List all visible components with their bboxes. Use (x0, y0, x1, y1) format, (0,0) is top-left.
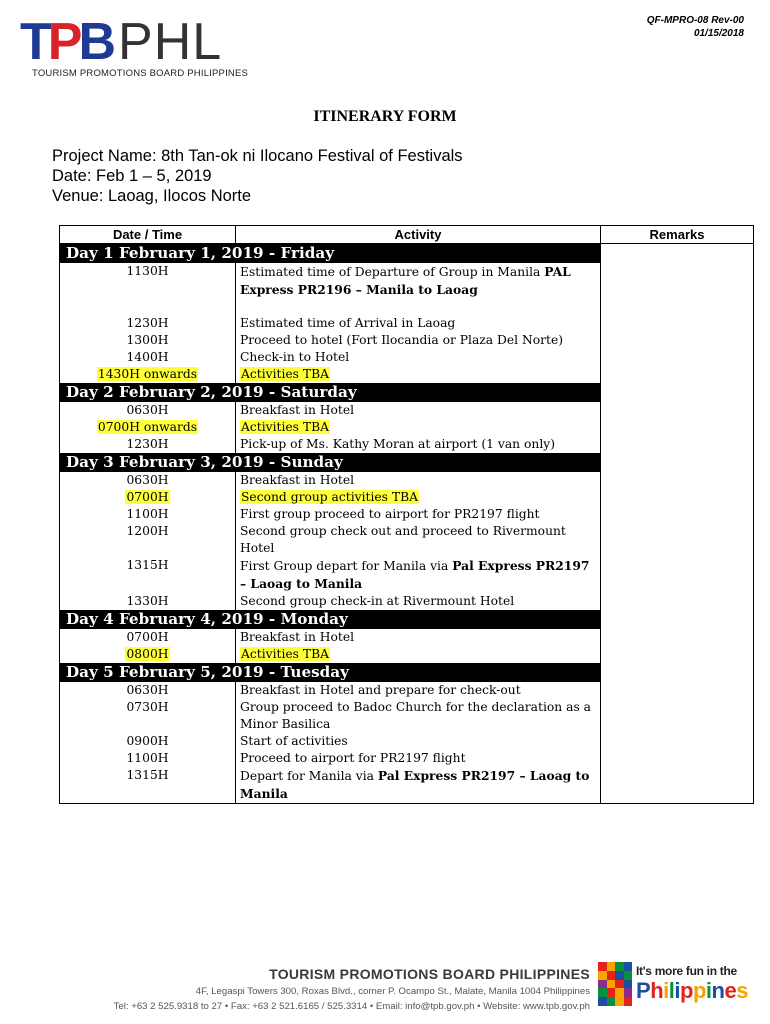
activity-flight: Pal Express PR2197 – Laoag to Manila (240, 768, 590, 801)
itinerary-body (60, 244, 754, 804)
mosaic-tile (607, 980, 616, 989)
activity-text: Proceed to airport for PR2197 flight (240, 751, 466, 765)
activity-text: Estimated time of Arrival in Laoag (240, 316, 456, 330)
remarks-cell (601, 557, 754, 593)
mosaic-tile (615, 962, 624, 971)
header-activity: Activity (236, 226, 601, 244)
time-cell (60, 593, 236, 610)
time-text: 1230H (126, 437, 169, 451)
mosaic-tile (607, 962, 616, 971)
time-text: 0630H (126, 403, 169, 417)
table-row (60, 332, 754, 349)
table-row (60, 699, 754, 733)
activity-text: Check-in to Hotel (240, 350, 350, 364)
mosaic-tile (624, 988, 633, 997)
footer-org: TOURISM PROMOTIONS BOARD PHILIPPINES (269, 966, 590, 982)
mosaic-tile (615, 997, 624, 1006)
activity-cell (236, 489, 601, 506)
activity-text: Second group check-in at Rivermount Hotel (240, 594, 515, 608)
time-cell (60, 419, 236, 436)
form-title: ITINERARY FORM (313, 108, 457, 125)
table-row (60, 733, 754, 750)
activity-text: Start of activities (240, 734, 348, 748)
day-header-row (60, 663, 754, 682)
time-cell (60, 557, 236, 593)
mosaic-tile (598, 962, 607, 971)
mosaic-tile (624, 971, 633, 980)
slogan-bottom: Philippines (636, 978, 748, 1003)
its-more-fun-logo (598, 960, 748, 1010)
footer-contact: Tel: +63 2 525.9318 to 27 • Fax: +63 2 521.6165 / 525.3314 • Email: info@tpb.gov.ph • Website: www.tpb.gov.ph (113, 1001, 590, 1012)
time-text: 0700H onwards (97, 420, 198, 434)
time-cell (60, 263, 236, 315)
table-row (60, 419, 754, 436)
time-text: 1200H (126, 524, 169, 538)
table-row (60, 436, 754, 453)
itinerary-table (59, 225, 754, 804)
activity-flight: Pal Express PR2197 – Laoag to Manila (240, 558, 590, 591)
activity-text: Second group check out and proceed to Rivermount Hotel (240, 524, 566, 555)
activity-text: Breakfast in Hotel (240, 630, 355, 644)
mosaic-tile (598, 980, 607, 989)
activity-text: Activities TBA (241, 420, 330, 434)
time-text: 1100H (126, 507, 169, 521)
time-cell (60, 682, 236, 699)
time-cell (60, 523, 236, 557)
activity-cell (236, 506, 601, 523)
activity-cell (236, 366, 601, 383)
activity-text: Estimated time of Departure of Group in Manila (240, 265, 541, 279)
time-cell (60, 402, 236, 419)
project-name: Project Name: 8th Tan-ok ni Ilocano Festival of Festivals (52, 147, 463, 165)
time-text: 0700H (126, 490, 169, 504)
day-title: Day 5 February 5, 2019 - Tuesday (60, 663, 601, 682)
time-text: 0730H (126, 700, 169, 714)
remarks-cell (601, 402, 754, 419)
time-text: 0900H (126, 734, 169, 748)
activity-cell (236, 733, 601, 750)
activity-cell (236, 629, 601, 646)
logo-tpb: TPB (20, 13, 113, 71)
remarks-cell (601, 767, 754, 804)
doc-code: QF-MPRO-08 Rev-00 (646, 15, 744, 26)
time-text: 1315H (126, 558, 169, 572)
remarks-cell (601, 436, 754, 453)
day-title: Day 4 February 4, 2019 - Monday (60, 610, 601, 629)
mosaic-tile (615, 980, 624, 989)
tpb-phl-logo (20, 13, 249, 82)
table-row (60, 349, 754, 366)
activity-cell (236, 349, 601, 366)
mosaic-tile (598, 988, 607, 997)
activity-text: Breakfast in Hotel and prepare for check-out (240, 683, 521, 697)
activity-text: First group proceed to airport for PR2197 flight (240, 507, 540, 521)
time-text: 1400H (126, 350, 169, 364)
time-cell (60, 506, 236, 523)
remarks-cell (601, 682, 754, 699)
header-remarks: Remarks (601, 226, 754, 244)
activity-cell (236, 472, 601, 489)
remarks-cell (601, 750, 754, 767)
activity-cell (236, 332, 601, 349)
time-cell (60, 349, 236, 366)
activity-cell (236, 682, 601, 699)
day-header-row (60, 453, 754, 472)
remarks-cell (601, 315, 754, 332)
activity-text: Depart for Manila via (240, 769, 374, 783)
mosaic-tile (624, 962, 633, 971)
slogan-top: It's more fun in the (636, 964, 737, 978)
time-text: 1300H (126, 333, 169, 347)
time-cell (60, 646, 236, 663)
activity-cell (236, 419, 601, 436)
time-text: 1430H onwards (97, 367, 198, 381)
remarks-cell (601, 733, 754, 750)
remarks-cell (601, 366, 754, 383)
footer-address: 4F, Legaspi Towers 300, Roxas Blvd., corner P. Ocampo St., Malate, Manila 1004 Philippines (195, 986, 590, 997)
time-text: 1230H (126, 316, 169, 330)
remarks-cell (601, 593, 754, 610)
logo-mark (20, 13, 223, 71)
remarks-cell (601, 629, 754, 646)
time-cell (60, 767, 236, 804)
time-text: 1100H (126, 751, 169, 765)
remarks-cell (601, 489, 754, 506)
remarks-cell (601, 699, 754, 733)
mosaic-tile (624, 997, 633, 1006)
mosaic-tile (598, 971, 607, 980)
time-cell (60, 315, 236, 332)
time-cell (60, 733, 236, 750)
table-row (60, 366, 754, 383)
activity-text: Group proceed to Badoc Church for the declaration as a Minor Basilica (240, 700, 592, 731)
time-text: 1330H (126, 594, 169, 608)
activity-cell (236, 699, 601, 733)
table-row (60, 523, 754, 557)
time-cell (60, 366, 236, 383)
time-cell (60, 699, 236, 733)
activity-cell (236, 315, 601, 332)
remarks-cell (601, 244, 754, 264)
table-row (60, 750, 754, 767)
table-row (60, 629, 754, 646)
day-header-row (60, 610, 754, 629)
table-row (60, 489, 754, 506)
time-cell (60, 629, 236, 646)
activity-text: Activities TBA (241, 367, 330, 381)
activity-cell (236, 646, 601, 663)
header-date-time: Date / Time (60, 226, 236, 244)
activity-text: Second group activities TBA (241, 490, 419, 504)
activity-flight: PAL Express PR2196 – Manila to Laoag (240, 264, 571, 297)
activity-cell (236, 402, 601, 419)
activity-text: Activities TBA (241, 647, 330, 661)
mosaic-tile (624, 980, 633, 989)
activity-cell (236, 557, 601, 593)
time-text: 0700H (126, 630, 169, 644)
table-row (60, 315, 754, 332)
table-row (60, 557, 754, 593)
table-row (60, 646, 754, 663)
activity-text: Pick-up of Ms. Kathy Moran at airport (1 van only) (240, 437, 555, 451)
time-text: 0630H (126, 683, 169, 697)
activity-text: First Group depart for Manila via (240, 559, 449, 573)
activity-cell (236, 593, 601, 610)
time-cell (60, 472, 236, 489)
activity-cell (236, 436, 601, 453)
remarks-cell (601, 663, 754, 682)
mosaic-tile (607, 971, 616, 980)
remarks-cell (601, 472, 754, 489)
remarks-cell (601, 646, 754, 663)
time-text: 1130H (126, 264, 169, 278)
table-header-row (60, 226, 754, 244)
table-row (60, 682, 754, 699)
activity-cell (236, 263, 601, 315)
time-text: 0800H (126, 647, 169, 661)
table-row (60, 472, 754, 489)
project-venue: Venue: Laoag, Ilocos Norte (52, 187, 252, 205)
remarks-cell (601, 506, 754, 523)
logo-phl: PHL (118, 13, 223, 71)
document-reference (647, 14, 744, 40)
logo-subtitle: TOURISM PROMOTIONS BOARD PHILIPPINES (32, 68, 249, 79)
time-cell (60, 332, 236, 349)
activity-text: Proceed to hotel (Fort Ilocandia or Plaza Del Norte) (240, 333, 564, 347)
time-text: 1315H (126, 768, 169, 782)
table-row (60, 767, 754, 804)
activity-text: Breakfast in Hotel (240, 403, 355, 417)
activity-cell (236, 523, 601, 557)
day-title: Day 3 February 3, 2019 - Sunday (60, 453, 601, 472)
activity-cell (236, 767, 601, 804)
remarks-cell (601, 419, 754, 436)
remarks-cell (601, 453, 754, 472)
mosaic-tile (607, 988, 616, 997)
time-cell (60, 436, 236, 453)
day-header-row (60, 383, 754, 402)
mosaic-tile (607, 997, 616, 1006)
table-row (60, 506, 754, 523)
day-title: Day 2 February 2, 2019 - Saturday (60, 383, 601, 402)
table-row (60, 263, 754, 315)
time-cell (60, 750, 236, 767)
time-cell (60, 489, 236, 506)
remarks-cell (601, 332, 754, 349)
mosaic-icon (598, 962, 632, 1006)
remarks-cell (601, 610, 754, 629)
day-header-row (60, 244, 754, 264)
time-text: 0630H (126, 473, 169, 487)
remarks-cell (601, 523, 754, 557)
table-row (60, 402, 754, 419)
mosaic-tile (598, 997, 607, 1006)
project-info (52, 146, 463, 206)
mosaic-tile (615, 988, 624, 997)
remarks-cell (601, 383, 754, 402)
mosaic-tile (615, 971, 624, 980)
remarks-cell (601, 349, 754, 366)
remarks-cell (601, 263, 754, 315)
activity-text: Breakfast in Hotel (240, 473, 355, 487)
day-title: Day 1 February 1, 2019 - Friday (60, 244, 601, 264)
project-date: Date: Feb 1 – 5, 2019 (52, 167, 212, 185)
doc-date: 01/15/2018 (693, 28, 744, 39)
table-row (60, 593, 754, 610)
activity-cell (236, 750, 601, 767)
